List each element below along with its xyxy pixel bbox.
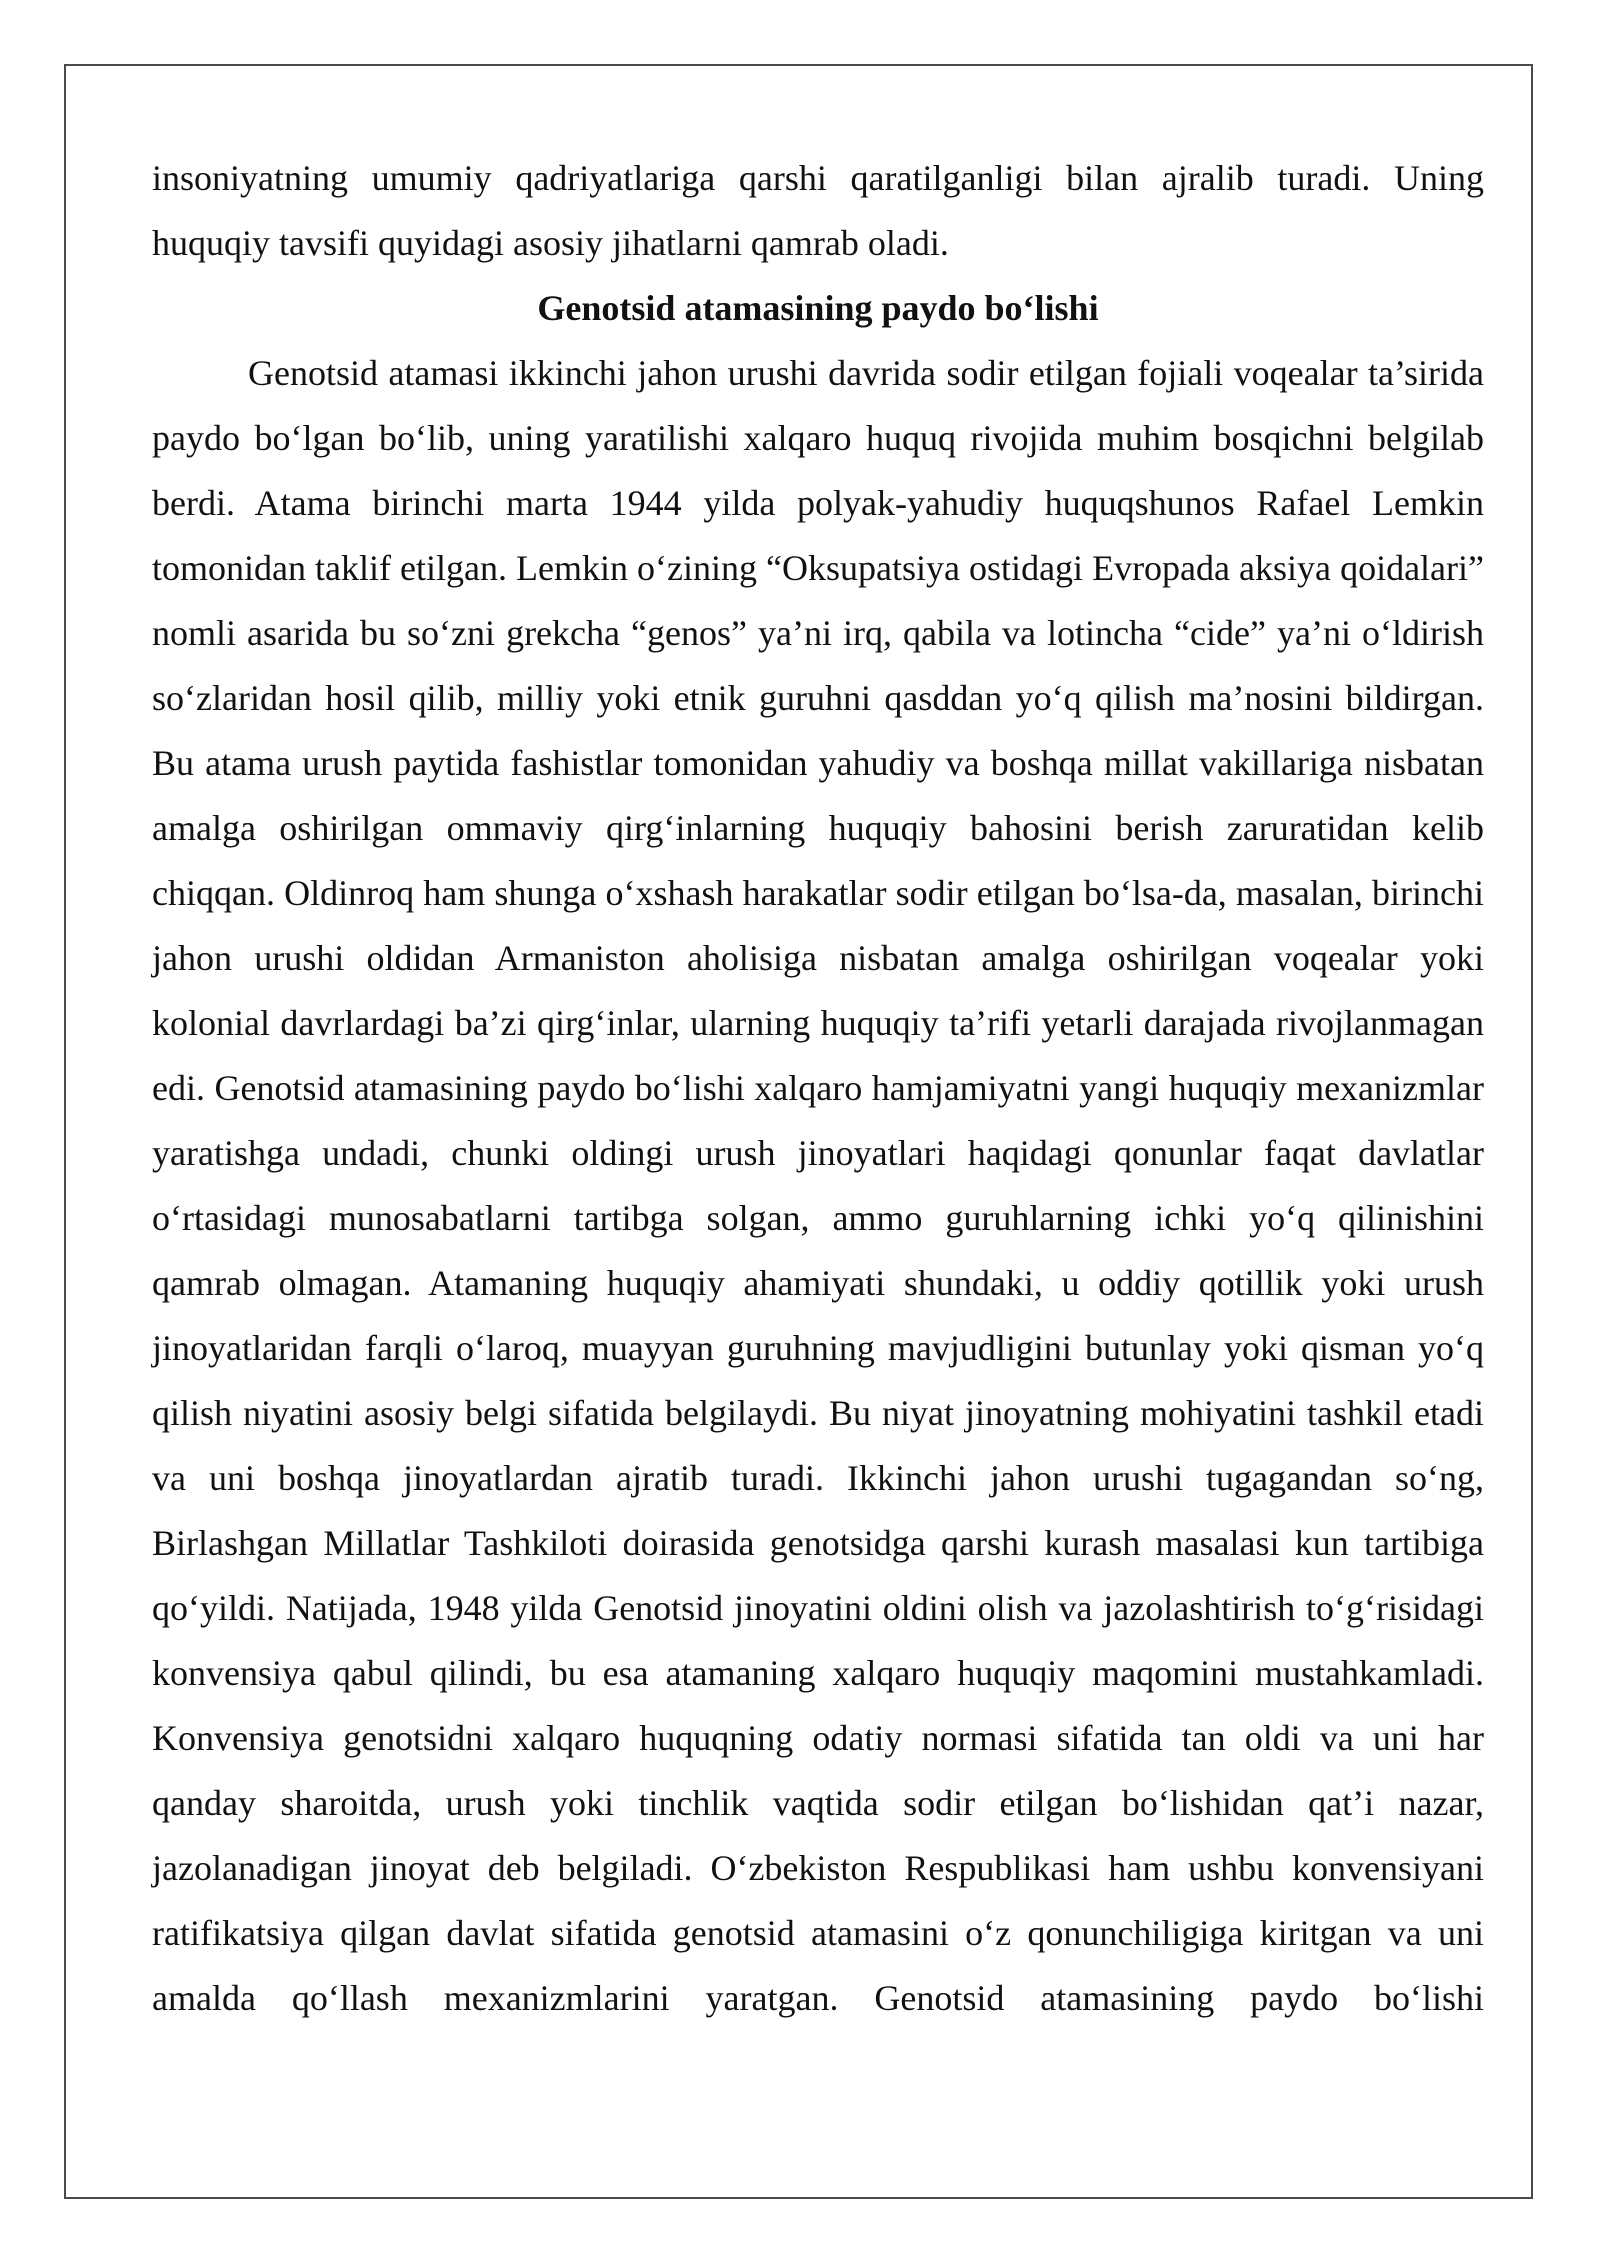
document-body — [152, 146, 1484, 2031]
main-paragraph: Genotsid atamasi ikkinchi jahon urushi davrida sodir etilgan fojiali voqealar ta’sirida paydo bo‘lgan bo‘lib, uning yaratilishi xalqaro huquq rivojida muhim bosqichni belgilab berdi. Atama birinchi marta 1944 yilda polyak-yahudiy huquqshunos Rafael Lemkin tomonidan taklif etilgan. Lemkin o‘zining “Oksupatsiya ostidagi Evropada aksiya qoidalari” nomli asarida bu so‘zni grekcha “genos” ya’ni irq, qabila va lotincha “cide” ya’ni o‘ldirish so‘zlaridan hosil qilib, milliy yoki etnik guruhni qasddan yo‘q qilish ma’nosini bildirgan. Bu atama urush paytida fashistlar tomonidan yahudiy va boshqa millat vakillariga nisbatan amalga oshirilgan ommaviy qirg‘inlarning huquqiy bahosini berish zaruratidan kelib chiqqan. Oldinroq ham shunga o‘xshash harakatlar sodir etilgan bo‘lsa-da, masalan, birinchi jahon urushi oldidan Armaniston aholisiga nisbatan amalga oshirilgan voqealar yoki kolonial davrlardagi ba’zi qirg‘inlar, ularning huquqiy ta’rifi yetarli darajada rivojlanmagan edi. Genotsid atamasining paydo bo‘lishi xalqaro hamjamiyatni yangi huquqiy mexanizmlar yaratishga undadi, chunki oldingi urush jinoyatlari haqidagi qonunlar faqat davlatlar o‘rtasidagi munosabatlarni tartibga solgan, ammo guruhlarning ichki yo‘q qilinishini qamrab olmagan. Atamaning huquqiy ahamiyati shundaki, u oddiy qotillik yoki urush jinoyatlaridan farqli o‘laroq, muayyan guruhning mavjudligini butunlay yoki qisman yo‘q qilish niyatini asosiy belgi sifatida belgilaydi. Bu niyat jinoyatning mohiyatini tashkil etadi va uni boshqa jinoyatlardan ajratib turadi. Ikkinchi jahon urushi tugagandan so‘ng, Birlashgan Millatlar Tashkiloti doirasida genotsidga qarshi kurash masalasi kun tartibiga qo‘yildi. Natijada, 1948 yilda Genotsid jinoyatini oldini olish va jazolashtirish to‘g‘risidagi konvensiya qabul qilindi, bu esa atamaning xalqaro huquqiy maqomini mustahkamladi. Konvensiya genotsidni xalqaro huquqning odatiy normasi sifatida tan oldi va uni har qanday sharoitda, urush yoki tinchlik vaqtida sodir etilgan bo‘lishidan qat’i nazar, jazolanadigan jinoyat deb belgiladi. O‘zbekiston Respublikasi ham ushbu konvensiyani ratifikatsiya qilgan davlat sifatida genotsid atamasini o‘z qonunchiligiga kiritgan va uni amalda qo‘llash mexanizmlarini yaratgan. Genotsid atamasining paydo bo‘lishi — [152, 353, 1484, 2018]
continued-paragraph: insoniyatning umumiy qadriyatlariga qarshi qaratilganligi bilan ajralib turadi. Uning huquqiy tavsifi quyidagi asosiy jihatlarni qamrab oladi. — [152, 158, 1484, 263]
section-heading: Genotsid atamasining paydo bo‘lishi — [537, 288, 1099, 328]
